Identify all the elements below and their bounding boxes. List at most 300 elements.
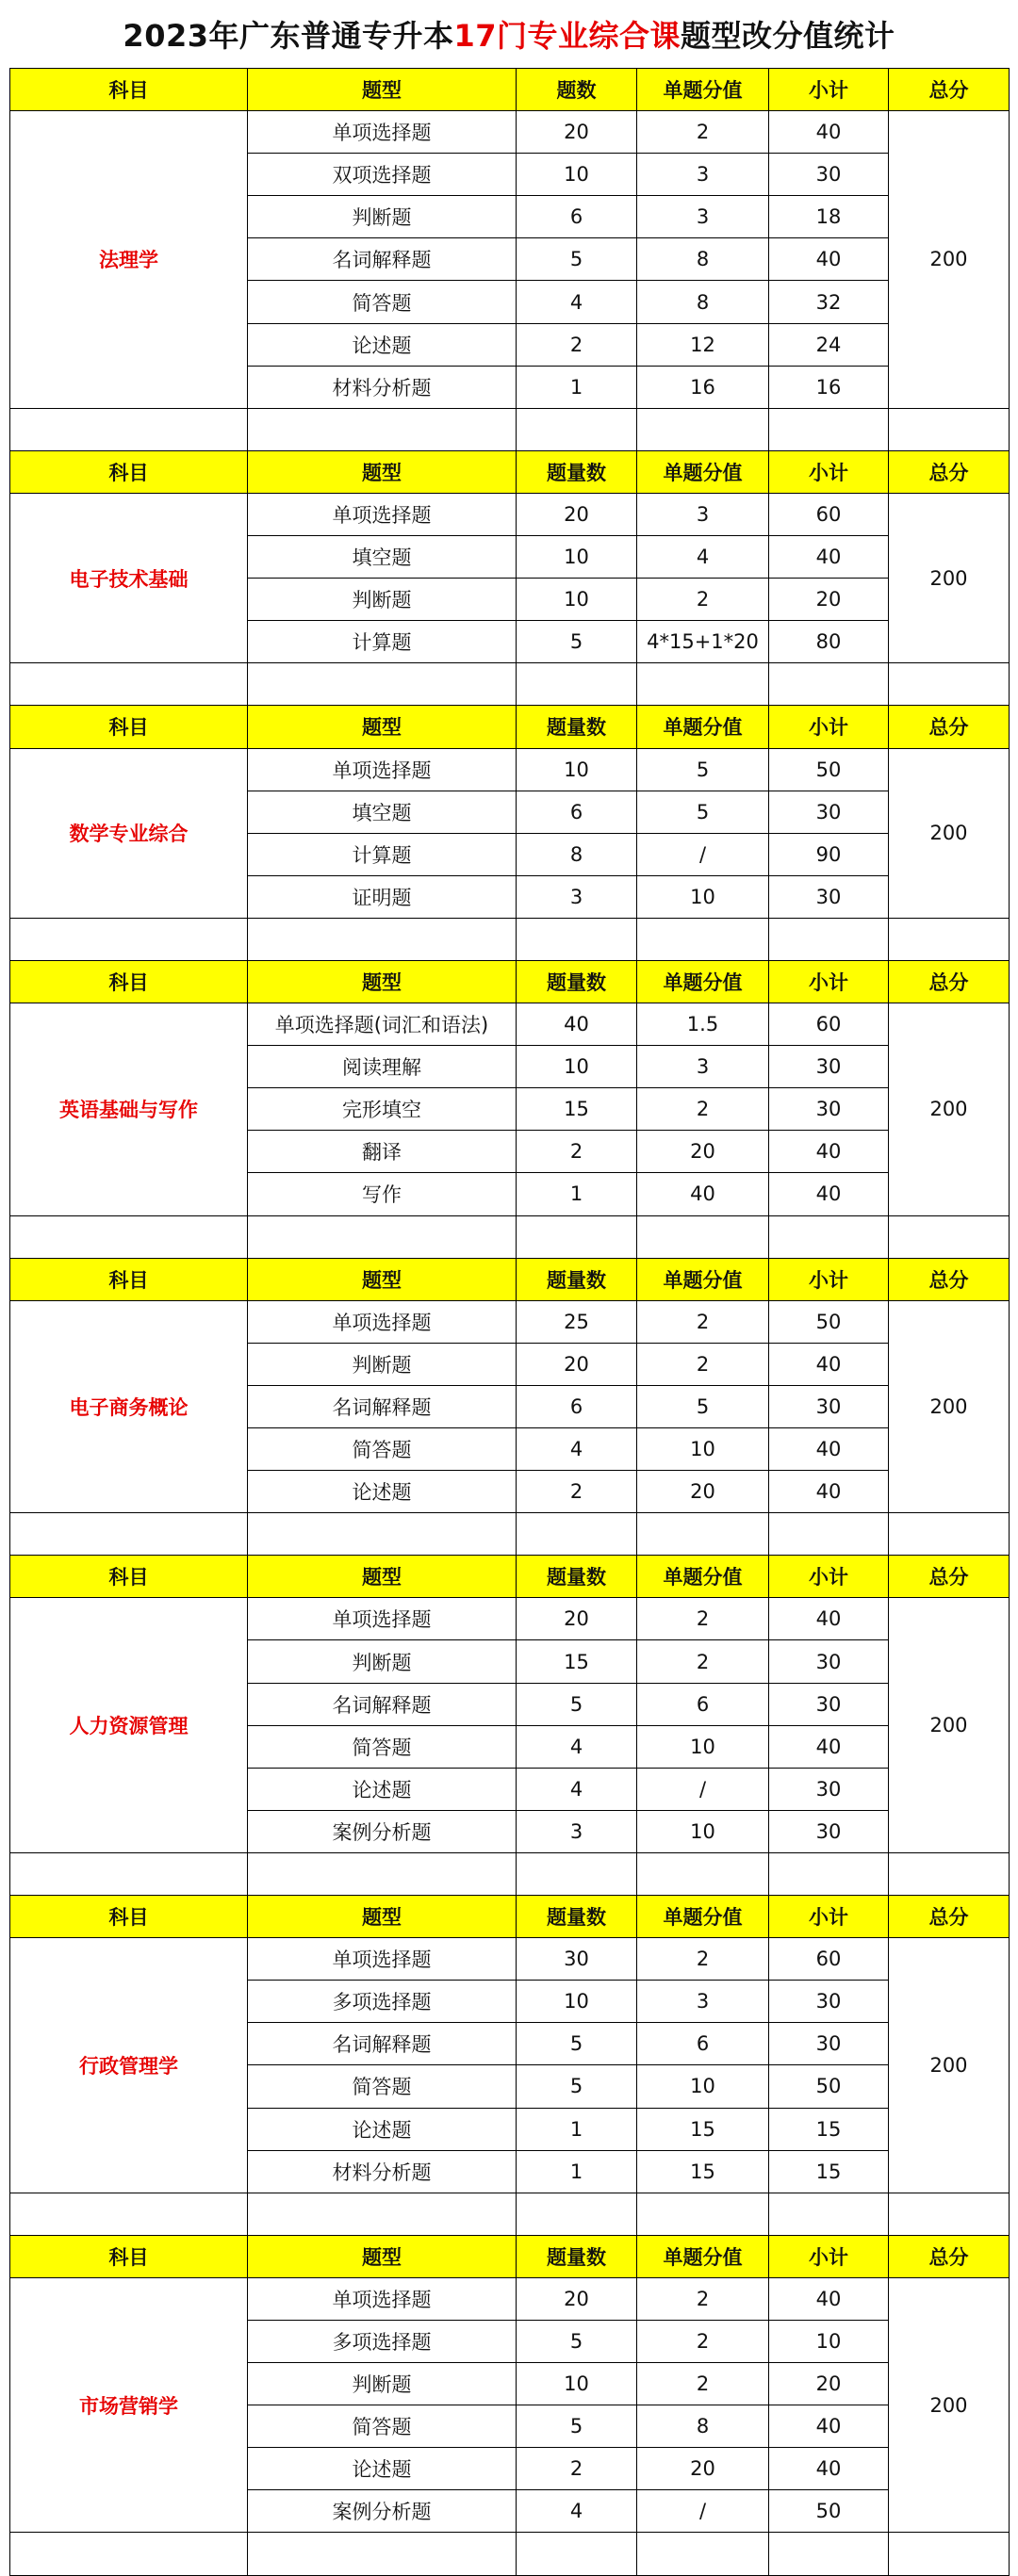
column-header: 科目 xyxy=(10,1896,248,1938)
count-cell: 6 xyxy=(517,196,637,238)
subject-cell: 电子商务概论 xyxy=(10,1300,248,1512)
column-header: 科目 xyxy=(10,1556,248,1598)
empty-cell xyxy=(889,1513,1010,1556)
question-type-cell: 名词解释题 xyxy=(248,238,517,281)
column-header: 题数 xyxy=(517,69,637,111)
column-header: 小计 xyxy=(769,1896,889,1938)
unit-score-cell: 1.5 xyxy=(637,1003,769,1046)
unit-score-cell: 3 xyxy=(637,154,769,196)
question-type-cell: 翻译 xyxy=(248,1131,517,1173)
total-score-cell: 200 xyxy=(889,493,1010,662)
unit-score-cell: 2 xyxy=(637,111,769,154)
column-header: 题型 xyxy=(248,450,517,493)
unit-score-cell: / xyxy=(637,2490,769,2533)
column-header: 题量数 xyxy=(517,2235,637,2277)
subtotal-cell: 50 xyxy=(769,748,889,791)
column-header: 题型 xyxy=(248,69,517,111)
column-header: 小计 xyxy=(769,450,889,493)
column-header: 小计 xyxy=(769,69,889,111)
section-header-row xyxy=(10,1556,1010,1598)
column-header: 单题分值 xyxy=(637,1896,769,1938)
column-header: 单题分值 xyxy=(637,2235,769,2277)
unit-score-cell: 15 xyxy=(637,2108,769,2150)
column-header: 题量数 xyxy=(517,1896,637,1938)
unit-score-cell: 6 xyxy=(637,1683,769,1725)
empty-cell xyxy=(769,1513,889,1556)
section-header-row xyxy=(10,1896,1010,1938)
unit-score-cell: / xyxy=(637,1768,769,1810)
subtotal-cell: 90 xyxy=(769,833,889,875)
empty-cell xyxy=(10,918,248,960)
empty-cell xyxy=(248,663,517,706)
column-header: 题量数 xyxy=(517,450,637,493)
spacer-row xyxy=(10,408,1010,450)
empty-cell xyxy=(248,408,517,450)
subject-cell: 电子技术基础 xyxy=(10,493,248,662)
empty-cell xyxy=(248,918,517,960)
subtotal-cell: 24 xyxy=(769,323,889,366)
table-row xyxy=(10,1300,1010,1343)
subtotal-cell: 40 xyxy=(769,2277,889,2320)
empty-cell xyxy=(10,1215,248,1258)
subtotal-cell: 15 xyxy=(769,2150,889,2193)
empty-cell xyxy=(637,663,769,706)
empty-cell xyxy=(637,2533,769,2575)
unit-score-cell: 2 xyxy=(637,1938,769,1981)
question-type-cell: 双项选择题 xyxy=(248,154,517,196)
unit-score-cell: 5 xyxy=(637,1385,769,1427)
column-header: 题型 xyxy=(248,2235,517,2277)
empty-cell xyxy=(889,663,1010,706)
total-score-cell: 200 xyxy=(889,111,1010,409)
column-header: 单题分值 xyxy=(637,960,769,1003)
column-header: 题型 xyxy=(248,960,517,1003)
count-cell: 3 xyxy=(517,875,637,918)
question-type-cell: 材料分析题 xyxy=(248,366,517,408)
unit-score-cell: 6 xyxy=(637,2023,769,2065)
subtotal-cell: 30 xyxy=(769,791,889,833)
total-score-cell: 200 xyxy=(889,1598,1010,1853)
question-type-cell: 多项选择题 xyxy=(248,1981,517,2023)
section-header-row xyxy=(10,450,1010,493)
unit-score-cell: 10 xyxy=(637,1810,769,1852)
question-type-cell: 案例分析题 xyxy=(248,1810,517,1852)
count-cell: 1 xyxy=(517,366,637,408)
subtotal-cell: 30 xyxy=(769,1385,889,1427)
unit-score-cell: / xyxy=(637,833,769,875)
subtotal-cell: 40 xyxy=(769,238,889,281)
section-header-row xyxy=(10,69,1010,111)
unit-score-cell: 2 xyxy=(637,1300,769,1343)
count-cell: 4 xyxy=(517,281,637,323)
subject-cell: 法理学 xyxy=(10,111,248,409)
title-highlight: 17门专业综合课 xyxy=(453,18,681,54)
column-header: 总分 xyxy=(889,69,1010,111)
spacer-row xyxy=(10,1513,1010,1556)
count-cell: 5 xyxy=(517,621,637,663)
empty-cell xyxy=(517,2193,637,2235)
subtotal-cell: 40 xyxy=(769,2448,889,2490)
spacer-row xyxy=(10,663,1010,706)
empty-cell xyxy=(637,1215,769,1258)
empty-cell xyxy=(637,408,769,450)
question-type-cell: 单项选择题 xyxy=(248,1598,517,1640)
unit-score-cell: 40 xyxy=(637,1173,769,1215)
empty-cell xyxy=(889,408,1010,450)
empty-cell xyxy=(10,2533,248,2575)
count-cell: 10 xyxy=(517,1981,637,2023)
question-type-cell: 单项选择题(词汇和语法) xyxy=(248,1003,517,1046)
subtotal-cell: 40 xyxy=(769,111,889,154)
count-cell: 30 xyxy=(517,1938,637,1981)
spacer-row xyxy=(10,2533,1010,2575)
title-prefix: 2023年广东普通专升本 xyxy=(123,18,454,54)
empty-cell xyxy=(889,1215,1010,1258)
section-header-row xyxy=(10,960,1010,1003)
subtotal-cell: 30 xyxy=(769,2023,889,2065)
column-header: 题型 xyxy=(248,1896,517,1938)
question-type-cell: 计算题 xyxy=(248,621,517,663)
unit-score-cell: 8 xyxy=(637,2405,769,2448)
count-cell: 4 xyxy=(517,1768,637,1810)
count-cell: 6 xyxy=(517,791,637,833)
unit-score-cell: 2 xyxy=(637,1343,769,1385)
page-title xyxy=(0,0,1018,68)
unit-score-cell: 3 xyxy=(637,196,769,238)
count-cell: 10 xyxy=(517,579,637,621)
empty-cell xyxy=(10,1513,248,1556)
count-cell: 2 xyxy=(517,1131,637,1173)
table-row xyxy=(10,1598,1010,1640)
count-cell: 5 xyxy=(517,2023,637,2065)
subtotal-cell: 40 xyxy=(769,1343,889,1385)
question-type-cell: 名词解释题 xyxy=(248,1385,517,1427)
subject-cell: 市场营销学 xyxy=(10,2277,248,2533)
empty-cell xyxy=(769,2533,889,2575)
count-cell: 10 xyxy=(517,2363,637,2405)
empty-cell xyxy=(10,2193,248,2235)
subtotal-cell: 40 xyxy=(769,1598,889,1640)
table-row xyxy=(10,1003,1010,1046)
question-type-cell: 论述题 xyxy=(248,2448,517,2490)
count-cell: 10 xyxy=(517,748,637,791)
question-type-cell: 案例分析题 xyxy=(248,2490,517,2533)
unit-score-cell: 2 xyxy=(637,2277,769,2320)
question-type-cell: 简答题 xyxy=(248,281,517,323)
subtotal-cell: 40 xyxy=(769,1131,889,1173)
question-type-cell: 论述题 xyxy=(248,323,517,366)
spacer-row xyxy=(10,918,1010,960)
empty-cell xyxy=(889,918,1010,960)
subtotal-cell: 60 xyxy=(769,1938,889,1981)
subtotal-cell: 50 xyxy=(769,2065,889,2108)
count-cell: 1 xyxy=(517,2108,637,2150)
count-cell: 1 xyxy=(517,1173,637,1215)
count-cell: 15 xyxy=(517,1640,637,1683)
column-header: 科目 xyxy=(10,1258,248,1300)
empty-cell xyxy=(637,1513,769,1556)
question-type-cell: 阅读理解 xyxy=(248,1046,517,1088)
empty-cell xyxy=(517,2533,637,2575)
title-suffix: 题型改分值统计 xyxy=(681,18,895,54)
subtotal-cell: 30 xyxy=(769,1640,889,1683)
total-score-cell: 200 xyxy=(889,748,1010,918)
unit-score-cell: 2 xyxy=(637,2320,769,2362)
empty-cell xyxy=(517,1513,637,1556)
subtotal-cell: 30 xyxy=(769,1046,889,1088)
count-cell: 1 xyxy=(517,2150,637,2193)
unit-score-cell: 20 xyxy=(637,1131,769,1173)
count-cell: 10 xyxy=(517,536,637,579)
column-header: 科目 xyxy=(10,450,248,493)
unit-score-cell: 20 xyxy=(637,2448,769,2490)
total-score-cell: 200 xyxy=(889,1938,1010,2193)
question-type-cell: 论述题 xyxy=(248,1768,517,1810)
unit-score-cell: 15 xyxy=(637,2150,769,2193)
subtotal-cell: 30 xyxy=(769,875,889,918)
unit-score-cell: 3 xyxy=(637,1046,769,1088)
question-type-cell: 写作 xyxy=(248,1173,517,1215)
column-header: 小计 xyxy=(769,706,889,748)
empty-cell xyxy=(248,2533,517,2575)
subtotal-cell: 80 xyxy=(769,621,889,663)
column-header: 单题分值 xyxy=(637,450,769,493)
question-type-cell: 计算题 xyxy=(248,833,517,875)
section-header-row xyxy=(10,706,1010,748)
column-header: 小计 xyxy=(769,1258,889,1300)
unit-score-cell: 2 xyxy=(637,1088,769,1131)
question-type-cell: 判断题 xyxy=(248,2363,517,2405)
empty-cell xyxy=(248,1215,517,1258)
column-header: 题量数 xyxy=(517,960,637,1003)
spacer-row xyxy=(10,1852,1010,1895)
subtotal-cell: 20 xyxy=(769,2363,889,2405)
empty-cell xyxy=(248,2193,517,2235)
count-cell: 2 xyxy=(517,1471,637,1513)
empty-cell xyxy=(637,918,769,960)
question-type-cell: 填空题 xyxy=(248,791,517,833)
count-cell: 20 xyxy=(517,493,637,535)
subtotal-cell: 40 xyxy=(769,1725,889,1768)
table-row xyxy=(10,748,1010,791)
subtotal-cell: 40 xyxy=(769,1428,889,1471)
empty-cell xyxy=(637,2193,769,2235)
column-header: 总分 xyxy=(889,450,1010,493)
subject-cell: 数学专业综合 xyxy=(10,748,248,918)
count-cell: 2 xyxy=(517,2448,637,2490)
count-cell: 40 xyxy=(517,1003,637,1046)
count-cell: 5 xyxy=(517,2405,637,2448)
unit-score-cell: 3 xyxy=(637,493,769,535)
count-cell: 6 xyxy=(517,1385,637,1427)
unit-score-cell: 10 xyxy=(637,1725,769,1768)
empty-cell xyxy=(769,918,889,960)
column-header: 题型 xyxy=(248,1258,517,1300)
count-cell: 5 xyxy=(517,2065,637,2108)
spacer-row xyxy=(10,2193,1010,2235)
count-cell: 5 xyxy=(517,238,637,281)
count-cell: 20 xyxy=(517,2277,637,2320)
count-cell: 20 xyxy=(517,111,637,154)
empty-cell xyxy=(517,1215,637,1258)
column-header: 题量数 xyxy=(517,1258,637,1300)
empty-cell xyxy=(517,408,637,450)
subtotal-cell: 30 xyxy=(769,1088,889,1131)
subtotal-cell: 40 xyxy=(769,2405,889,2448)
question-type-cell: 单项选择题 xyxy=(248,493,517,535)
subtotal-cell: 32 xyxy=(769,281,889,323)
empty-cell xyxy=(10,408,248,450)
subject-cell: 行政管理学 xyxy=(10,1938,248,2193)
unit-score-cell: 5 xyxy=(637,791,769,833)
question-type-cell: 论述题 xyxy=(248,1471,517,1513)
column-header: 题量数 xyxy=(517,1556,637,1598)
count-cell: 5 xyxy=(517,1683,637,1725)
empty-cell xyxy=(517,918,637,960)
subtotal-cell: 15 xyxy=(769,2108,889,2150)
empty-cell xyxy=(248,1852,517,1895)
column-header: 总分 xyxy=(889,706,1010,748)
column-header: 总分 xyxy=(889,960,1010,1003)
count-cell: 15 xyxy=(517,1088,637,1131)
column-header: 总分 xyxy=(889,1258,1010,1300)
subtotal-cell: 10 xyxy=(769,2320,889,2362)
question-type-cell: 材料分析题 xyxy=(248,2150,517,2193)
subtotal-cell: 18 xyxy=(769,196,889,238)
section-header-row xyxy=(10,1258,1010,1300)
column-header: 小计 xyxy=(769,2235,889,2277)
column-header: 总分 xyxy=(889,2235,1010,2277)
empty-cell xyxy=(889,2193,1010,2235)
subtotal-cell: 30 xyxy=(769,1768,889,1810)
question-type-cell: 填空题 xyxy=(248,536,517,579)
unit-score-cell: 2 xyxy=(637,2363,769,2405)
question-type-cell: 单项选择题 xyxy=(248,2277,517,2320)
unit-score-cell: 4*15+1*20 xyxy=(637,621,769,663)
subtotal-cell: 40 xyxy=(769,536,889,579)
subtotal-cell: 30 xyxy=(769,1683,889,1725)
unit-score-cell: 10 xyxy=(637,875,769,918)
unit-score-cell: 3 xyxy=(637,1981,769,2023)
count-cell: 20 xyxy=(517,1343,637,1385)
table-row xyxy=(10,2277,1010,2320)
count-cell: 25 xyxy=(517,1300,637,1343)
empty-cell xyxy=(769,663,889,706)
subtotal-cell: 30 xyxy=(769,1981,889,2023)
question-type-cell: 单项选择题 xyxy=(248,111,517,154)
count-cell: 10 xyxy=(517,1046,637,1088)
empty-cell xyxy=(637,1852,769,1895)
subtotal-cell: 60 xyxy=(769,493,889,535)
count-cell: 4 xyxy=(517,2490,637,2533)
unit-score-cell: 16 xyxy=(637,366,769,408)
total-score-cell: 200 xyxy=(889,2277,1010,2533)
subtotal-cell: 40 xyxy=(769,1173,889,1215)
unit-score-cell: 20 xyxy=(637,1471,769,1513)
table-row xyxy=(10,111,1010,154)
total-score-cell: 200 xyxy=(889,1300,1010,1512)
unit-score-cell: 5 xyxy=(637,748,769,791)
column-header: 科目 xyxy=(10,706,248,748)
column-header: 科目 xyxy=(10,2235,248,2277)
count-cell: 5 xyxy=(517,2320,637,2362)
column-header: 题型 xyxy=(248,1556,517,1598)
count-cell: 10 xyxy=(517,154,637,196)
question-type-cell: 名词解释题 xyxy=(248,2023,517,2065)
column-header: 总分 xyxy=(889,1896,1010,1938)
count-cell: 4 xyxy=(517,1428,637,1471)
empty-cell xyxy=(889,2533,1010,2575)
question-type-cell: 论述题 xyxy=(248,2108,517,2150)
empty-cell xyxy=(769,408,889,450)
count-cell: 20 xyxy=(517,1598,637,1640)
column-header: 题型 xyxy=(248,706,517,748)
unit-score-cell: 8 xyxy=(637,238,769,281)
empty-cell xyxy=(517,1852,637,1895)
unit-score-cell: 12 xyxy=(637,323,769,366)
empty-cell xyxy=(769,1215,889,1258)
question-type-cell: 判断题 xyxy=(248,579,517,621)
unit-score-cell: 4 xyxy=(637,536,769,579)
question-type-cell: 简答题 xyxy=(248,1428,517,1471)
count-cell: 4 xyxy=(517,1725,637,1768)
count-cell: 8 xyxy=(517,833,637,875)
empty-cell xyxy=(10,1852,248,1895)
spacer-row xyxy=(10,1215,1010,1258)
column-header: 小计 xyxy=(769,960,889,1003)
subject-cell: 人力资源管理 xyxy=(10,1598,248,1853)
subtotal-cell: 16 xyxy=(769,366,889,408)
count-cell: 3 xyxy=(517,1810,637,1852)
question-type-cell: 名词解释题 xyxy=(248,1683,517,1725)
question-type-cell: 简答题 xyxy=(248,2065,517,2108)
empty-cell xyxy=(889,1852,1010,1895)
subtotal-cell: 60 xyxy=(769,1003,889,1046)
empty-cell xyxy=(248,1513,517,1556)
score-table xyxy=(9,68,1010,2576)
unit-score-cell: 2 xyxy=(637,1598,769,1640)
question-type-cell: 判断题 xyxy=(248,1640,517,1683)
question-type-cell: 多项选择题 xyxy=(248,2320,517,2362)
question-type-cell: 单项选择题 xyxy=(248,1938,517,1981)
subject-cell: 英语基础与写作 xyxy=(10,1003,248,1215)
empty-cell xyxy=(769,2193,889,2235)
column-header: 单题分值 xyxy=(637,1258,769,1300)
question-type-cell: 简答题 xyxy=(248,1725,517,1768)
column-header: 小计 xyxy=(769,1556,889,1598)
column-header: 单题分值 xyxy=(637,706,769,748)
question-type-cell: 完形填空 xyxy=(248,1088,517,1131)
section-header-row xyxy=(10,2235,1010,2277)
table-row xyxy=(10,1938,1010,1981)
subtotal-cell: 40 xyxy=(769,1471,889,1513)
question-type-cell: 单项选择题 xyxy=(248,748,517,791)
unit-score-cell: 10 xyxy=(637,2065,769,2108)
subtotal-cell: 30 xyxy=(769,154,889,196)
column-header: 科目 xyxy=(10,69,248,111)
unit-score-cell: 2 xyxy=(637,1640,769,1683)
subtotal-cell: 20 xyxy=(769,579,889,621)
unit-score-cell: 2 xyxy=(637,579,769,621)
total-score-cell: 200 xyxy=(889,1003,1010,1215)
empty-cell xyxy=(517,663,637,706)
column-header: 单题分值 xyxy=(637,1556,769,1598)
column-header: 总分 xyxy=(889,1556,1010,1598)
question-type-cell: 简答题 xyxy=(248,2405,517,2448)
subtotal-cell: 50 xyxy=(769,1300,889,1343)
count-cell: 2 xyxy=(517,323,637,366)
subtotal-cell: 30 xyxy=(769,1810,889,1852)
